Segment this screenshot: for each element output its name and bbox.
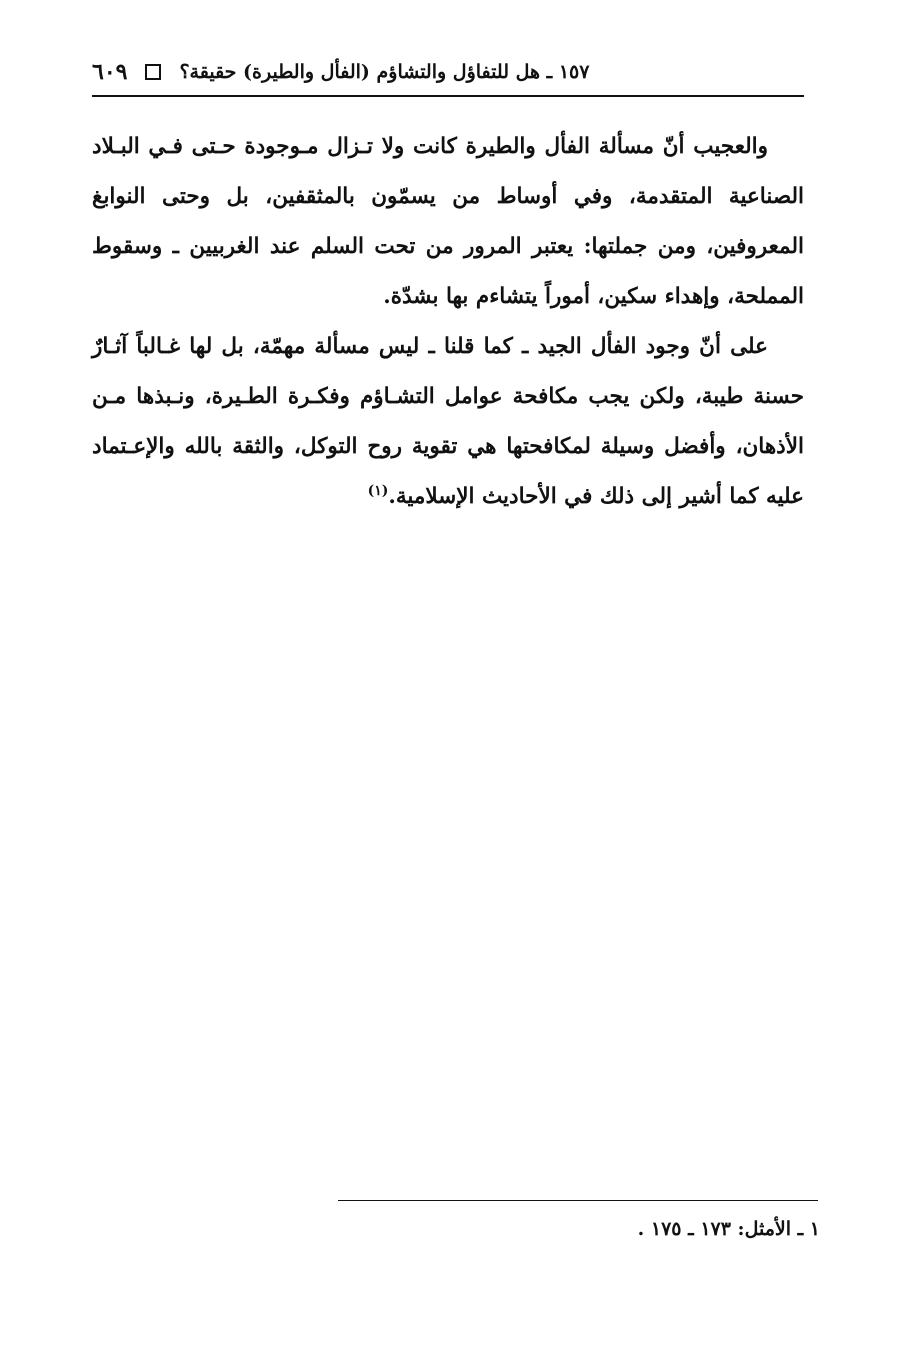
square-separator-icon <box>145 64 161 80</box>
paragraph-2 <box>92 322 804 522</box>
main-text <box>92 122 804 522</box>
header-divider <box>92 95 804 97</box>
footnote-reference: (١) <box>367 482 389 499</box>
footnote-divider <box>338 1200 818 1201</box>
paragraph-1: والعجيب أنّ مسألة الفأل والطيرة كانت ولا تـزال مـوجودة حـتى فـي البـلاد الصناعية المتقدمة، وفي أوساط من يسمّون بالمثقفين، بل وحتى النوابغ المعروفين، ومن جملتها: يعتبر المرور من تحت السلم عند الغربيين ـ وسقوط المملحة، وإهداء سكين، أموراً يتشاءم بها بشدّة. <box>92 134 804 309</box>
running-header <box>92 52 804 92</box>
footnote: ١ ـ الأمثل: ١٧٣ ـ ١٧٥ . <box>637 1218 820 1240</box>
running-header-title: ١٥٧ ـ هل للتفاؤل والتشاؤم (الفأل والطيرة) حقيقة؟ <box>179 61 590 83</box>
paragraph-2-text: على أنّ وجود الفأل الجيد ـ كما قلنا ـ ليس مسألة مهمّة، بل لها غـالباً آثـارٌ حسنة طيبة، ولكن يجب مكافحة عوامل التشـاؤم وفكـرة الطـيرة، ونـبذها مـن الأذهان، وأفضل وسيلة لمكافحتها هي تقوية روح التوكل، والثقة بالله والإعـتماد عليه كما أشير إلى ذلك في الأحاديث الإسلامية. <box>92 334 804 509</box>
page-number: ٦٠٩ <box>92 59 128 85</box>
